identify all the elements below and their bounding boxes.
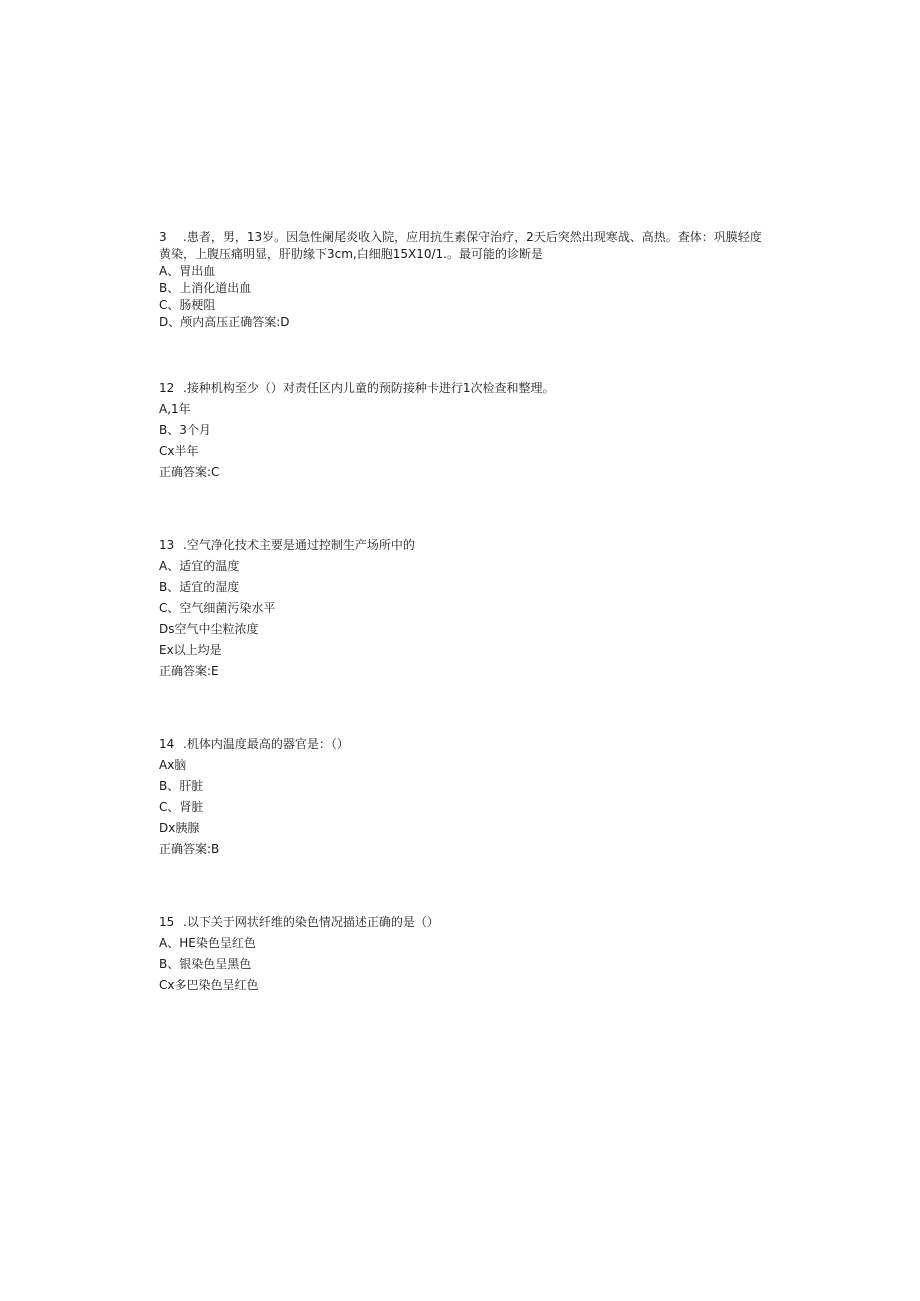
- option: B、银染色呈黑色: [159, 957, 252, 971]
- question-13: [159, 537, 769, 682]
- question-15: [159, 914, 769, 996]
- option: B、肝脏: [159, 779, 204, 793]
- option: Dx胰腺: [159, 821, 200, 835]
- option: A、HE染色呈红色: [159, 936, 256, 950]
- question-stem: .以下关于网状纤维的染色情况描述正确的是（）: [183, 915, 439, 929]
- question-text: [159, 914, 769, 931]
- option: A、胃出血: [159, 264, 216, 278]
- option: Ax脑: [159, 758, 187, 772]
- option: C、肾脏: [159, 800, 204, 814]
- option: C、肠梗阻: [159, 298, 216, 312]
- correct-answer: 正确答案:B: [159, 842, 220, 856]
- question-number: 14: [159, 737, 175, 751]
- option-with-answer: D、颅内高压正确答案:D: [159, 315, 290, 329]
- question-number: 12: [159, 381, 175, 395]
- question-text: [159, 229, 769, 263]
- question-stem: .患者，男，13岁。因急性阑尾炎收入院，应用抗生素保守治疗，2天后突然出现寒战、高热。查体：巩膜轻度黄染，上腹压痛明显，肝肋缘下3cm,白细胞15X10/1.。最可能的诊断是: [159, 230, 762, 261]
- question-text: [159, 736, 769, 753]
- question-stem: .机体内温度最高的器官是：（）: [183, 737, 349, 751]
- option: B、3个月: [159, 423, 211, 437]
- question-3: [159, 229, 769, 331]
- question-text: [159, 537, 769, 554]
- question-text: [159, 380, 769, 397]
- question-stem: .接种机构至少（）对责任区内儿童的预防接种卡进行1次检查和整理。: [183, 381, 555, 395]
- option: Cx多巴染色呈红色: [159, 978, 259, 992]
- option: B、上消化道出血: [159, 281, 252, 295]
- question-number: 3: [159, 230, 167, 244]
- option: Ex以上均是: [159, 643, 222, 657]
- question-12: [159, 380, 769, 483]
- question-number: 13: [159, 538, 175, 552]
- question-14: [159, 736, 769, 860]
- correct-answer: 正确答案:E: [159, 664, 219, 678]
- correct-answer: 正确答案:C: [159, 465, 220, 479]
- question-number: 15: [159, 915, 175, 929]
- option: A、适宜的温度: [159, 559, 240, 573]
- option: A,1年: [159, 402, 191, 416]
- option: B、适宜的湿度: [159, 580, 240, 594]
- option: Ds空气中尘粒浓度: [159, 622, 259, 636]
- option: Cx半年: [159, 444, 199, 458]
- question-stem: .空气净化技术主要是通过控制生产场所中的: [183, 538, 415, 552]
- option: C、空气细菌污染水平: [159, 601, 276, 615]
